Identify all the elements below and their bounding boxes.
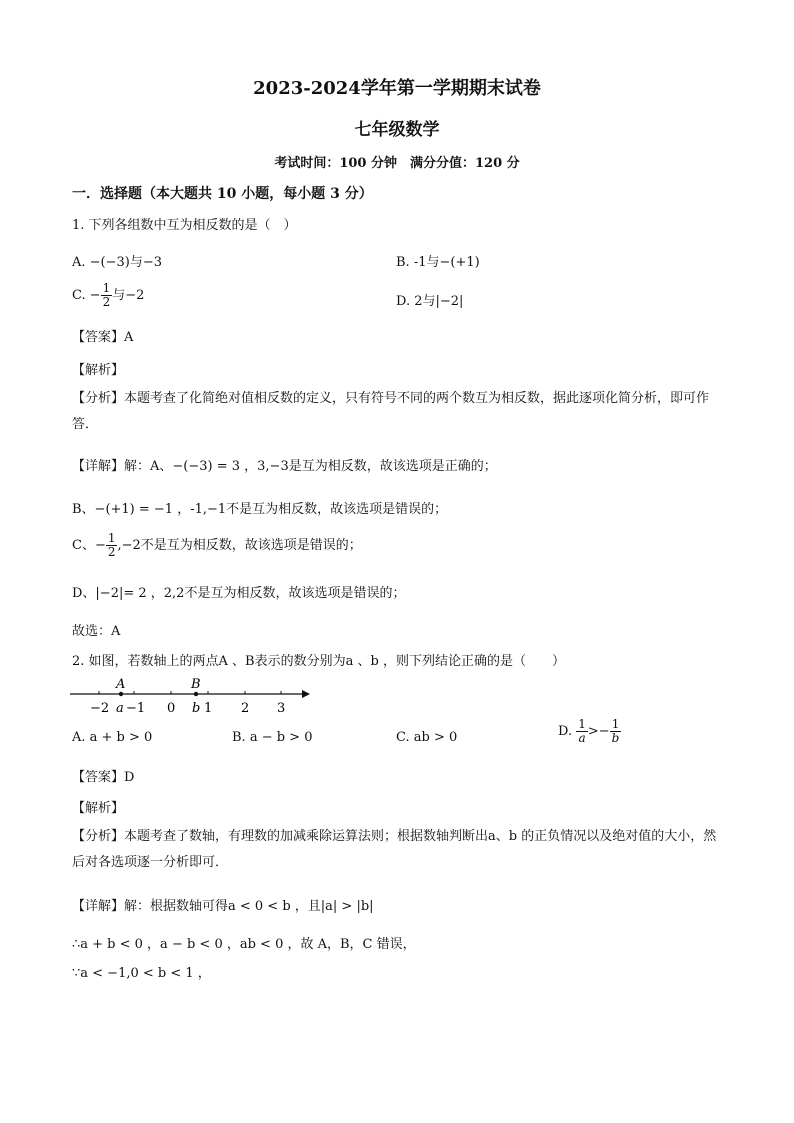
q2-option-c: C. ab > 0 [396, 730, 458, 745]
tick-label: 3 [277, 701, 286, 716]
q2-analysis: 【分析】本题考查了数轴，有理数的加减乘除运算法则；根据数轴判断出a、b 的正负情况以及绝对值的大小，然后对各选项逐一分析即可． [72, 829, 717, 870]
tick-label: a [116, 701, 124, 716]
q1-option-c-prefix: C. − [72, 288, 101, 304]
tick-label: b [192, 701, 201, 716]
fraction [576, 718, 588, 745]
q2-option-d-mid: >− [587, 724, 610, 740]
q1-stem: 1. 下列各组数中互为相反数的是（ ） [72, 218, 297, 233]
point-a-label: A [116, 677, 126, 692]
fraction-numerator: 1 [102, 281, 111, 295]
point-b-label: B [191, 677, 201, 692]
section-heading: 一．选择题（本大题共 10 小题，每小题 3 分） [72, 186, 373, 202]
q1-analysis: 【分析】本题考查了化简绝对值相反数的定义，只有符号不同的两个数互为相反数，据此逐项化简分析，即可作答． [72, 391, 710, 432]
q1-detail-c-prefix: C、− [72, 538, 106, 554]
page-subtitle: 七年级数学 [354, 120, 440, 140]
fraction-numerator: 1 [107, 531, 116, 545]
q1-option-d: D. 2与|−2| [396, 294, 464, 309]
number-line-figure [70, 672, 320, 718]
tick-label: −1 [126, 701, 146, 716]
tick-label: 2 [241, 701, 250, 716]
fraction-denominator: 2 [107, 545, 116, 560]
q1-detail-b: B、−(+1) = −1 ，-1,−1不是互为相反数，故该选项是错误的； [72, 502, 448, 517]
q2-detail-1: 【详解】解：根据数轴可得a < 0 < b ，且|a| > |b| [72, 899, 374, 914]
fraction [101, 282, 113, 309]
number-line-arrow [302, 690, 310, 698]
q2-option-d [558, 718, 621, 745]
page-title: 2023-2024学年第一学期期末试卷 [253, 78, 541, 99]
tick-label: 0 [167, 701, 176, 716]
q1-detail-d: D、|−2|= 2 ，2,2不是互为相反数，故该选项是错误的； [72, 586, 406, 601]
q1-option-a: A. −(−3)与−3 [72, 255, 163, 270]
q2-detail-3: ∵a < −1,0 < b < 1 ， [72, 966, 211, 981]
tick-label: 1 [204, 701, 213, 716]
fraction-numerator: 1 [578, 717, 586, 731]
point-b-dot [194, 692, 198, 696]
q1-detail-a: 【详解】解：A、−(−3) = 3 ，3,−3是互为相反数，故该选项是正确的； [72, 459, 497, 474]
q2-stem: 2. 如图，若数轴上的两点A 、B表示的数分别为a 、b ，则下列结论正确的是（ ） [72, 654, 565, 669]
q2-answer: 【答案】D [72, 770, 135, 785]
q1-analysis-label: 【解析】 [72, 363, 125, 378]
q1-detail-c [72, 532, 362, 559]
q2-detail-2: ∴a + b < 0 ，a − b < 0 ，ab < 0 ，故 A，B，C 错误， [72, 937, 416, 952]
fraction-denominator: a [578, 731, 586, 746]
q1-option-c-suffix: 与−2 [112, 288, 145, 304]
fraction-denominator: b [611, 731, 620, 746]
q1-choice: 故选：A [72, 624, 121, 639]
tick-label: −2 [90, 701, 110, 716]
q2-analysis-label: 【解析】 [72, 801, 125, 816]
point-a-dot [119, 692, 123, 696]
q1-detail-c-suffix: ,−2不是互为相反数，故该选项是错误的； [117, 538, 362, 554]
q1-option-b: B. -1与−(+1) [396, 255, 480, 270]
q2-option-b: B. a − b > 0 [232, 730, 313, 745]
q1-answer: 【答案】A [72, 330, 134, 345]
fraction [106, 532, 118, 559]
exam-meta: 考试时间：100 分钟 满分分值：120 分 [274, 156, 520, 171]
q1-option-c [72, 282, 144, 309]
q2-option-d-prefix: D. [558, 724, 573, 740]
fraction [610, 718, 622, 745]
fraction-numerator: 1 [610, 718, 622, 732]
fraction-denominator: 2 [102, 295, 111, 310]
q2-option-a: A. a + b > 0 [72, 730, 153, 745]
